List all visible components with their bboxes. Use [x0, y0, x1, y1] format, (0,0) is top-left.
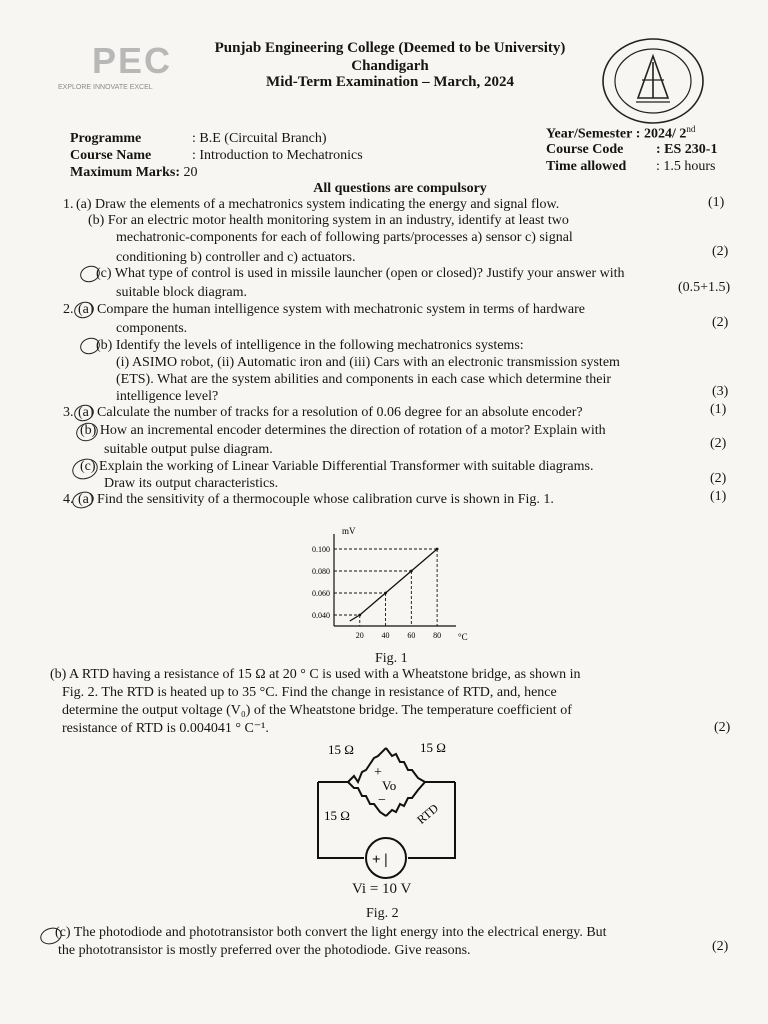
fig2-caption: Fig. 2	[366, 906, 399, 921]
chart-y-tick-label: 0.080	[312, 567, 330, 576]
vo-label: Vo	[382, 778, 397, 793]
q4a-text: (a) Find the sensitivity of a thermocouple whose calibration curve is shown in Fig. 1.	[78, 492, 554, 507]
wheatstone-bridge-diagram	[300, 736, 480, 902]
vo-minus: −	[378, 793, 386, 808]
chart-x-tick-label: 40	[381, 631, 390, 640]
chart-series-line	[350, 549, 437, 621]
q4b-line2: Fig. 2. The RTD is heated up to 35 °C. Find the change in resistance of RTD, and, hence	[62, 685, 557, 700]
year-sup: nd	[686, 124, 696, 134]
q1b-line1: (b) For an electric motor health monitoring system in an industry, identify at least two	[88, 213, 569, 228]
chart-x-tick-label: 60	[407, 631, 416, 640]
r-bottom-left-label: 15 Ω	[324, 808, 350, 823]
logo-text: PEC	[92, 40, 173, 81]
college-logo	[58, 40, 178, 100]
q1c-mark: (0.5+1.5)	[678, 280, 731, 295]
instruction: All questions are compulsory	[313, 181, 487, 196]
chart-y-tick-label: 0.060	[312, 589, 330, 598]
q3-number: 3.	[63, 405, 74, 420]
chart-point	[436, 548, 439, 551]
exam-title: Mid-Term Examination – March, 2024	[266, 74, 514, 90]
course-name-value: : Introduction to Mechatronics	[192, 148, 363, 163]
q1a-text: (a) Draw the elements of a mechatronics system indicating the energy and signal flow.	[76, 197, 560, 212]
q3c-mark: (2)	[710, 471, 727, 486]
vo-plus: +	[374, 765, 382, 780]
q1b-line3: conditioning b) controller and c) actuators.	[116, 250, 356, 265]
q2a-line1: (a) Compare the human intelligence system with mechatronic system in terms of hardware	[78, 302, 585, 317]
max-marks-value: 20	[183, 165, 198, 180]
q2b-line3: (ETS). What are the system abilities and components in each case which determine their	[116, 372, 612, 387]
q4b-line4: resistance of RTD is 0.004041 ° C⁻¹.	[62, 721, 269, 736]
chart-y-unit: mV	[342, 526, 356, 536]
q4-number: 4.	[63, 492, 74, 507]
q4b-mark: (2)	[714, 720, 731, 735]
r-bottom-right-label: RTD	[414, 801, 442, 827]
logo-caption: EXPLORE INNOVATE EXCEL	[58, 84, 153, 91]
college-city: Chandigarh	[351, 58, 429, 74]
university-seal	[598, 36, 708, 126]
q2-number: 2.	[63, 302, 74, 317]
chart-x-unit: °C	[458, 632, 468, 642]
q3a-mark: (1)	[710, 402, 727, 417]
calibration-chart	[290, 522, 490, 654]
q3b-line2: suitable output pulse diagram.	[104, 442, 273, 457]
time-value: : 1.5 hours	[656, 159, 716, 174]
chart-point	[410, 570, 413, 573]
source-symbol: + |	[372, 852, 388, 868]
chart-x-tick-label: 20	[355, 631, 364, 640]
q2b-line2: (i) ASIMO robot, (ii) Automatic iron and (iii) Cars with an electronic transmission system	[116, 355, 620, 370]
course-code-value: : ES 230-1	[656, 142, 718, 157]
q1b-mark: (2)	[712, 244, 729, 259]
year-value: : 2024/ 2	[635, 126, 687, 142]
q1-number: 1.	[63, 197, 74, 212]
year-label: Year/Semester	[546, 126, 633, 142]
q4a-mark: (1)	[710, 489, 727, 504]
q2b-line4: intelligence level?	[116, 389, 219, 404]
vi-label: Vi = 10 V	[352, 881, 412, 897]
programme-label: Programme	[70, 131, 142, 146]
chart-point	[384, 592, 387, 595]
q1c-line1: (c) What type of control is used in missile launcher (open or closed)? Justify your answer with	[96, 266, 625, 281]
r-top-right-label: 15 Ω	[420, 740, 446, 755]
r-top-left-label: 15 Ω	[328, 742, 354, 757]
q1b-line2: mechatronic-components for each of following parts/processes a) sensor c) signal	[116, 230, 573, 245]
q1c-line2: suitable block diagram.	[116, 285, 248, 300]
q1a-mark: (1)	[708, 195, 725, 210]
q2b-line1: (b) Identify the levels of intelligence in the following mechatronics systems:	[96, 338, 524, 353]
college-name: Punjab Engineering College (Deemed to be University)	[214, 40, 566, 56]
max-marks-label: Maximum Marks:	[70, 165, 181, 180]
q3b-mark: (2)	[710, 436, 727, 451]
time-label: Time allowed	[546, 159, 627, 174]
fig1-caption: Fig. 1	[375, 651, 408, 666]
q3c-line2: Draw its output characteristics.	[104, 476, 279, 491]
q2a-line2: components.	[116, 321, 188, 336]
course-name-label: Course Name	[70, 148, 152, 163]
q3b-line1: (b) How an incremental encoder determines the direction of rotation of a motor? Explain with	[80, 423, 606, 438]
q4b-line3: determine the output voltage (V₀) of the Wheatstone bridge. The temperature coefficient of	[62, 703, 572, 718]
chart-y-tick-label: 0.100	[312, 545, 330, 554]
q2a-mark: (2)	[712, 315, 729, 330]
chart-point	[358, 614, 361, 617]
q4c-line2: the phototransistor is mostly preferred over the photodiode. Give reasons.	[58, 943, 471, 958]
course-code-label: Course Code	[546, 142, 624, 157]
q2b-mark: (3)	[712, 384, 729, 399]
programme-value: : B.E (Circuital Branch)	[192, 131, 327, 146]
chart-x-tick-label: 80	[433, 631, 442, 640]
q4c-line1: (c) The photodiode and phototransistor both convert the light energy into the electrical energy. But	[55, 925, 607, 940]
q4b-line1: (b) A RTD having a resistance of 15 Ω at 20 ° C is used with a Wheatstone bridge, as shown in	[50, 667, 581, 682]
chart-y-tick-label: 0.040	[312, 611, 330, 620]
q4c-mark: (2)	[712, 939, 729, 954]
q3a-text: (a) Calculate the number of tracks for a resolution of 0.06 degree for an absolute encoder?	[78, 405, 583, 420]
q3c-line1: (c) Explain the working of Linear Variable Differential Transformer with suitable diagrams.	[80, 459, 594, 474]
